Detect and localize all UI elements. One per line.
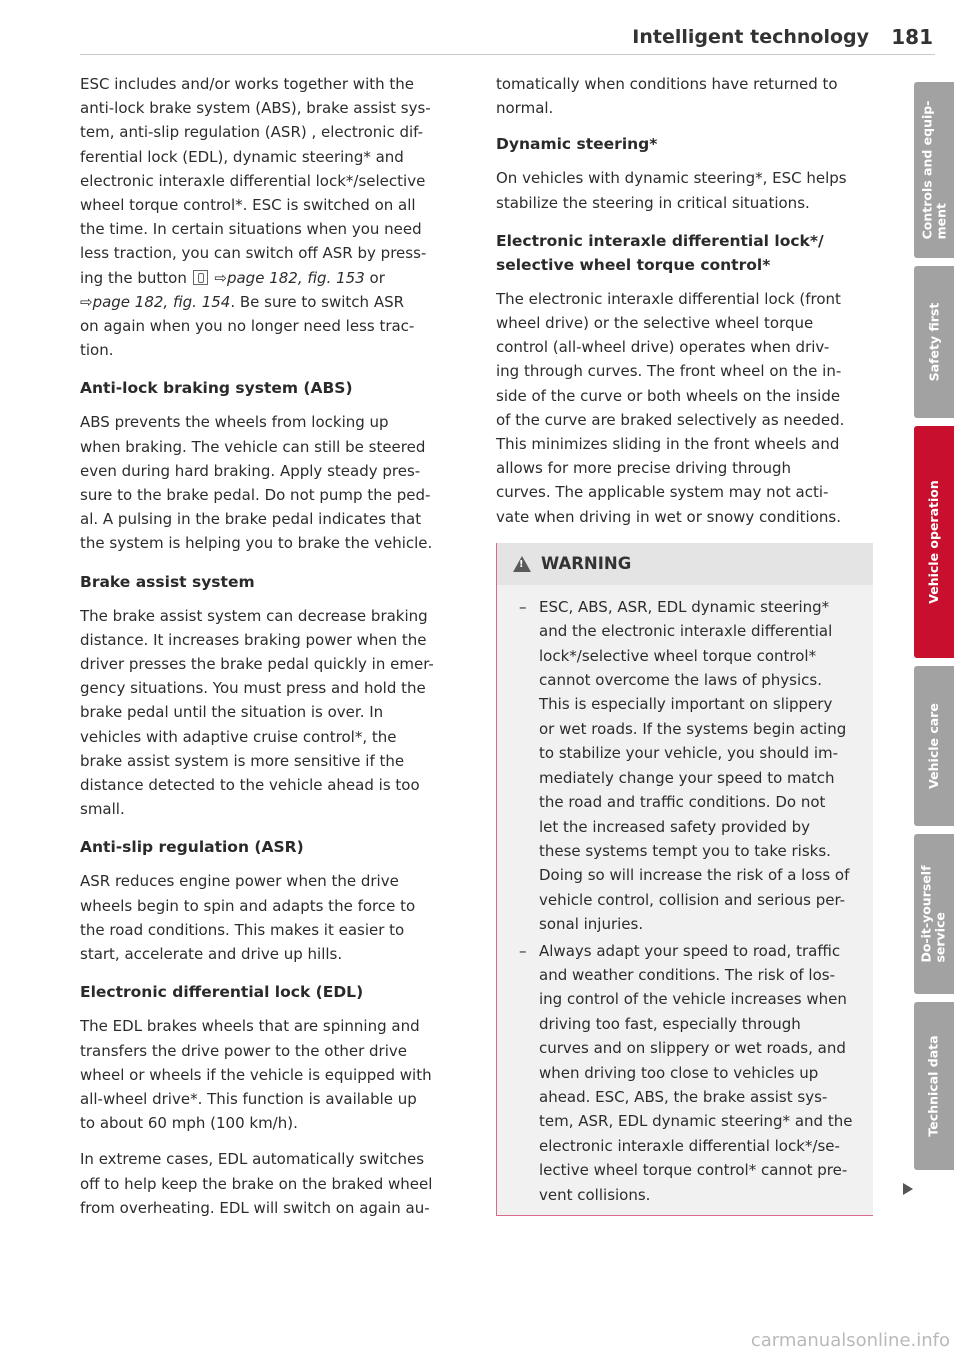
asr-heading: Anti-slip regulation (ASR) [80, 838, 304, 857]
abs-heading: Anti-lock braking system (ABS) [80, 379, 353, 398]
warning-triangle-icon [513, 556, 531, 572]
continued-paragraph: tomatically when conditions have returned to normal. [496, 75, 838, 118]
warning-body [497, 585, 873, 1215]
interaxle-lock-paragraph: The electronic interaxle differential lock (front wheel drive) or the selective wheel torque control (all-wheel drive) operates when driv- ing through curves. The front wheel on the in- side of the curve or both wheels on the inside of the curve are braked selectively as needed. This minimizes sliding in the front wheels and allows for more precise driving through curves. The applicable system may not acti- vate when driving in wet or snowy conditions. [496, 289, 845, 526]
warning-list [519, 595, 863, 1207]
section-title: Intelligent technology [632, 26, 869, 48]
page-number: 181 [891, 25, 933, 49]
continue-arrow-icon [903, 1183, 913, 1195]
warning-header [497, 543, 873, 585]
edl-paragraph-2: In extreme cases, EDL automatically switches off to help keep the brake on the braked wheel from overheating. EDL will switch on again au- [80, 1150, 433, 1217]
interaxle-lock-heading: Electronic interaxle differential lock*/ selective wheel torque control* [496, 231, 824, 274]
tab-technical-data[interactable]: Technical data [914, 1002, 954, 1170]
brake-assist-paragraph: The brake assist system can decrease braking distance. It increases braking power when the driver presses the brake pedal quickly in emer- gency situations. You must press and hold the brake pedal until the situation is over. In vehicles with adaptive cruise control*, the brake assist system is more sensitive if the distance detected to the vehicle ahead is too small. [80, 606, 434, 819]
dynamic-steering-paragraph: On vehicles with dynamic steering*, ESC helps stabilize the steering in critical situations. [496, 169, 847, 212]
brake-assist-heading: Brake assist system [80, 572, 255, 591]
warning-title: WARNING [541, 553, 632, 573]
edl-heading: Electronic differential lock (EDL) [80, 983, 364, 1002]
esc-off-button-icon [193, 270, 208, 285]
tab-safety-first[interactable]: Safety first [914, 266, 954, 418]
tab-vehicle-operation[interactable]: Vehicle operation [914, 426, 954, 658]
asr-paragraph: ASR reduces engine power when the drive wheels begin to spin and adapts the force to the road conditions. This makes it easier to start, accelerate and drive up hills. [80, 872, 416, 964]
tab-vehicle-care[interactable]: Vehicle care [914, 666, 954, 826]
warning-item: – ESC, ABS, ASR, EDL dynamic steering* and the electronic interaxle differential lock*/selective wheel torque control* cannot overcome the laws of physics. This is especially important on slippery or wet roads. If the systems begin acting to stabilize your vehicle, you should im- mediately change your speed to match the road and traffic conditions. Do not let the increased safety provided by these systems tempt you to take risks. Doing so will increase the risk of a loss of vehicle control, collision and serious per- sonal injuries. [519, 595, 863, 937]
warning-item: – Always adapt your speed to road, traffic and weather conditions. The risk of los- ing control of the vehicle increases when driving too fast, especially through curves and on slippery or wet roads, and when driving too close to vehicles up ahead. ESC, ABS, the brake assist sys- tem, ASR, EDL dynamic steering* and the electronic interaxle differential lock*/se- lective wheel torque control* cannot pre- vent collisions. [519, 939, 863, 1207]
warning-box [496, 543, 873, 1216]
edl-paragraph: The EDL brakes wheels that are spinning and transfers the drive power to the other drive wheel or wheels if the vehicle is equipped with all-wheel drive*. This function is available up to about 60 mph (100 km/h). [80, 1017, 432, 1133]
left-column [80, 72, 455, 1232]
intro-paragraph: ESC includes and/or works together with the anti-lock brake system (ABS), brake assist sys- tem, anti-slip regulation (ASR) , electronic dif- ferential lock (EDL), dynamic steering* and electronic interaxle differential lock*/selective wheel torque control*. ESC is switched on all the time. In certain situations when you need less traction, you can switch off ASR by press- ing the button ⇨page 182, fig. 153 or ⇨page 182, fig. 154. Be sure to switch ASR on again when you no longer need less trac- tion. [80, 75, 431, 360]
figure-reference-link[interactable]: ⇨page 182, fig. 154 [80, 292, 231, 311]
tab-controls-and-equipment[interactable]: Controls and equip- ment [914, 82, 954, 258]
right-column [496, 72, 874, 1216]
page-header [80, 14, 935, 55]
dynamic-steering-heading: Dynamic steering* [496, 135, 658, 154]
abs-paragraph: ABS prevents the wheels from locking up when braking. The vehicle can still be steered even during hard braking. Apply steady pres- sure to the brake pedal. Do not pump the ped- al. A pulsing in the brake pedal indicates that the system is helping you to brake the vehicle. [80, 413, 433, 553]
tab-do-it-yourself-service[interactable]: Do-it-yourself service [914, 834, 954, 994]
watermark: carmanualsonline.info [750, 1330, 950, 1351]
figure-reference-link[interactable]: ⇨page 182, fig. 153 [214, 268, 365, 287]
